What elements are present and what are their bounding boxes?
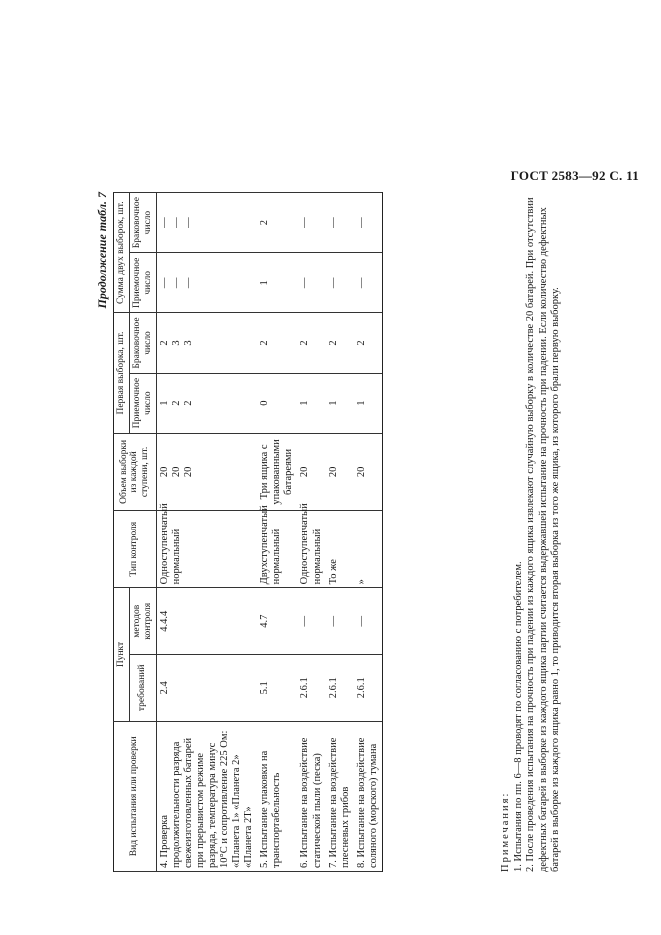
note-1: 1. Испытания по пп. 6—8 проводят по согласованию с потребителем.	[512, 561, 524, 872]
row-first-rejection: 2	[257, 313, 297, 373]
row-sample-volume: 20	[297, 433, 325, 510]
row-test-name: 5. Испытание упаковки на транспортабельность	[257, 721, 297, 871]
row-requirement: 2.6.1	[297, 655, 325, 722]
row-sample-volume: 20	[326, 433, 354, 510]
header-first-sample: Первая выборка, шт.	[114, 313, 130, 433]
row-test-name: 7. Испытание на воздействие плесневых грибов	[326, 721, 354, 871]
header-test-type: Вид испытания или проверки	[114, 721, 157, 871]
row-sample-volume: 20	[354, 433, 383, 510]
continuation-label: Продолжение табл. 7	[95, 192, 109, 309]
row-requirement: 5.1	[257, 655, 297, 722]
row-test-name: 8. Испытание на воздействие соляного (морского) тумана	[354, 721, 383, 871]
notes-title: Примечания:	[500, 791, 511, 872]
row-first-rejection: 2	[326, 313, 354, 373]
row-sum-acceptance: — — —	[156, 253, 257, 313]
row-sample-volume: Три ящика с упакованными батареями	[257, 433, 297, 510]
row-first-acceptance: 1	[297, 373, 325, 433]
row-method: —	[297, 588, 325, 655]
row-sum-rejection: — — —	[156, 193, 257, 253]
row-method: —	[354, 588, 383, 655]
header-first-rejection: Браковочное число	[129, 313, 156, 373]
row-first-acceptance: 1 2 2	[156, 373, 257, 433]
row-control-type: Одноступенчатый нормальный	[297, 511, 325, 588]
table-row	[257, 193, 297, 872]
table-row	[354, 193, 383, 872]
row-first-rejection: 2	[354, 313, 383, 373]
row-sum-rejection: 2	[257, 193, 297, 253]
page-header: ГОСТ 2583—92 С. 11	[510, 168, 639, 183]
row-requirement: 2.6.1	[326, 655, 354, 722]
table-row	[326, 193, 354, 872]
header-sample-volume: Объем выборки из каждой ступени, шт.	[114, 433, 157, 510]
header-punkt: Пункт	[114, 588, 130, 721]
table-row	[297, 193, 325, 872]
row-control-type: Одноступенчатый нормальный	[156, 511, 257, 588]
row-method: —	[326, 588, 354, 655]
row-requirement: 2.6.1	[354, 655, 383, 722]
row-first-acceptance: 0	[257, 373, 297, 433]
header-first-acceptance: Приемочное число	[129, 373, 156, 433]
row-method: 4.4.4	[156, 588, 257, 655]
row-test-name: 6. Испытание на воздействие статической пыли (песка)	[297, 721, 325, 871]
rotated-table-block	[95, 192, 575, 872]
header-sum-rejection: Браковочное число	[129, 193, 156, 253]
header-sum-acceptance: Приемочное число	[129, 253, 156, 313]
row-test-name: 4. Проверка продолжительности разряда свежеизготовленных батарей при прерывистом режиме разряда, температура минус 10°С и сопротивление 225 Ом: «Планета 1» «Планета 2» «Планета 2Т»	[156, 721, 257, 871]
note-2: 2. После проведения испытания на прочность при падении из каждого ящика извлекают случайную выборку в количестве 20 батарей. При отсутствии дефектных батарей в выборке из каждого ящика партии считается выдержавшей испытание на прочность при падении. Если количество дефектных батарей в выборке из каждого ящика равно 1, то приводится вторая выборка из того же ящика, из которого брали первую выборку.	[525, 197, 562, 872]
row-sum-rejection: —	[354, 193, 383, 253]
row-method: 4.7	[257, 588, 297, 655]
header-methods: методов контроля	[129, 588, 156, 655]
row-sum-acceptance: 1	[257, 253, 297, 313]
header-control-type: Тип контроля	[114, 511, 157, 588]
row-sum-acceptance: —	[354, 253, 383, 313]
row-first-acceptance: 1	[326, 373, 354, 433]
table-row	[156, 193, 257, 872]
row-sample-volume: 20 20 20	[156, 433, 257, 510]
row-first-rejection: 2	[297, 313, 325, 373]
row-sum-rejection: —	[326, 193, 354, 253]
header-two-samples: Сумма двух выборок, шт.	[114, 193, 130, 313]
row-sum-rejection: —	[297, 193, 325, 253]
row-first-rejection: 2 3 3	[156, 313, 257, 373]
row-control-type: То же	[326, 511, 354, 588]
row-sum-acceptance: —	[297, 253, 325, 313]
row-control-type: »	[354, 511, 383, 588]
row-control-type: Двухступенчатый нормальный	[257, 511, 297, 588]
notes	[500, 192, 563, 872]
header-requirements: требований	[129, 655, 156, 722]
row-first-acceptance: 1	[354, 373, 383, 433]
test-table	[113, 192, 383, 872]
row-sum-acceptance: —	[326, 253, 354, 313]
row-requirement: 2.4	[156, 655, 257, 722]
